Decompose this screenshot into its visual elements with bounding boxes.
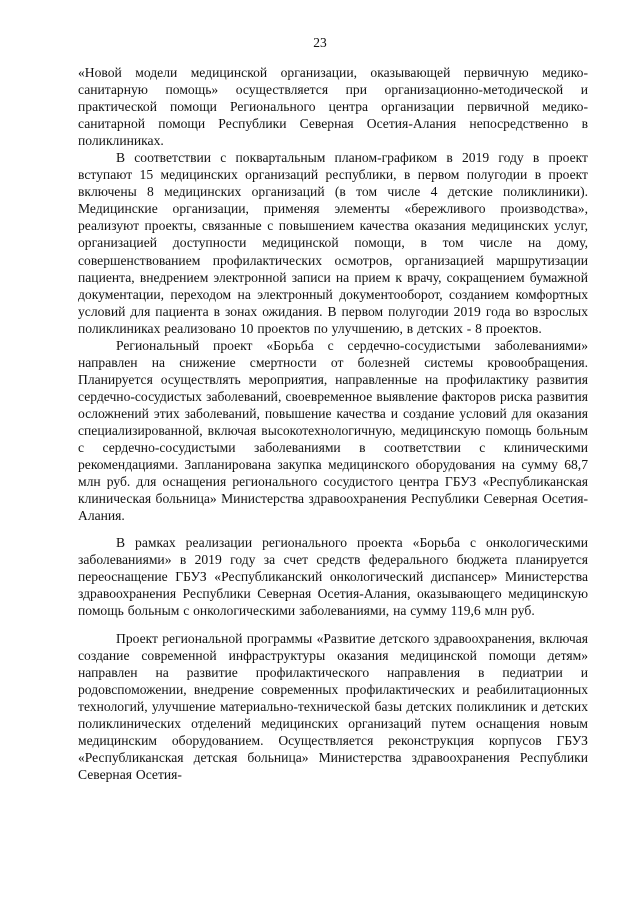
paragraph-cardiovascular-project: Региональный проект «Борьба с сердечно-сосудистыми заболеваниями» направлен на снижение смертности от болезней системы кровообращения. Планируется осуществлять мероприятия, направленные на профилактику развития сердечно-сосудистых заболеваний, своевременное выявление факторов риска развития осложнений этих заболеваний, повышение качества и создание условий для оказания специализированной, включая высокотехнологичную, медицинскую помощь больным с сердечно-сосудистыми заболеваниями в соответствии с клиническими рекомендациями. Запланирована закупка медицинского оборудования на сумму 68,7 млн руб. для оснащения регионального сосудистого центра ГБУЗ «Республиканская клиническая больница» Министерства здравоохранения Республики Северная Осетия-Алания. [78,337,588,524]
paragraph-child-healthcare-project: Проект региональной программы «Развитие детского здравоохранения, включая создание современной инфраструктуры оказания медицинской помощи детям» направлен на развитие профилактического направления в педиатрии и родовспоможении, внедрение современных профилактических и реабилитационных технологий, улучшение материально-технической базы детских поликлиник и детских поликлинических отделений медицинских организаций путем оснащения новым медицинским оборудованием. Осуществляется реконструкция корпусов ГБУЗ «Республиканская детская больница» Министерства здравоохранения Республики Северная Осетия- [78,630,588,782]
paragraph-oncology-project: В рамках реализации регионального проекта «Борьба с онкологическими заболеваниями» в 2019 году за счет средств федерального бюджета планируется переоснащение ГБУЗ «Республиканский онкологический диспансер» Министерства здравоохранения Республики Северная Осетия-Алания, оказывающего медицинскую помощь больным с онкологическими заболеваниями, на сумму 119,6 млн руб. [78,535,588,619]
page-number: 23 [313,35,327,50]
paragraph-model-organization: «Новой модели медицинской организации, оказывающей первичную медико-санитарную помощь» осуществляется при организационно-методической и практической помощи Регионального центра организации первичной медико-санитарной помощи Республики Северная Осетия-Алания непосредственно в поликлиниках. [78,65,588,149]
paragraph-quarterly-plan: В соответствии с поквартальным планом-графиком в 2019 году в проект вступают 15 медицинских организаций республики, в первом полугодии в проект включены 8 медицинских организаций (в том числе 4 детские поликлиники). Медицинские организации, применяя элементы «бережливого производства», реализуют проекты, связанные с повышением качества оказания медицинских услуг, организацией доступности медицинской помощи, в том числе на дому, совершенствованием профилактических осмотров, организацией маршрутизации пациента, внедрением электронной записи на прием к врачу, сокращением бумажной документации, переходом на электронный документооборот, созданием комфортных условий для пациента в зонах ожидания. В первом полугодии 2019 года во взрослых поликлиниках реализовано 10 проектов по улучшению, в детских - 8 проектов. [78,150,588,336]
document-body [78,64,588,783]
